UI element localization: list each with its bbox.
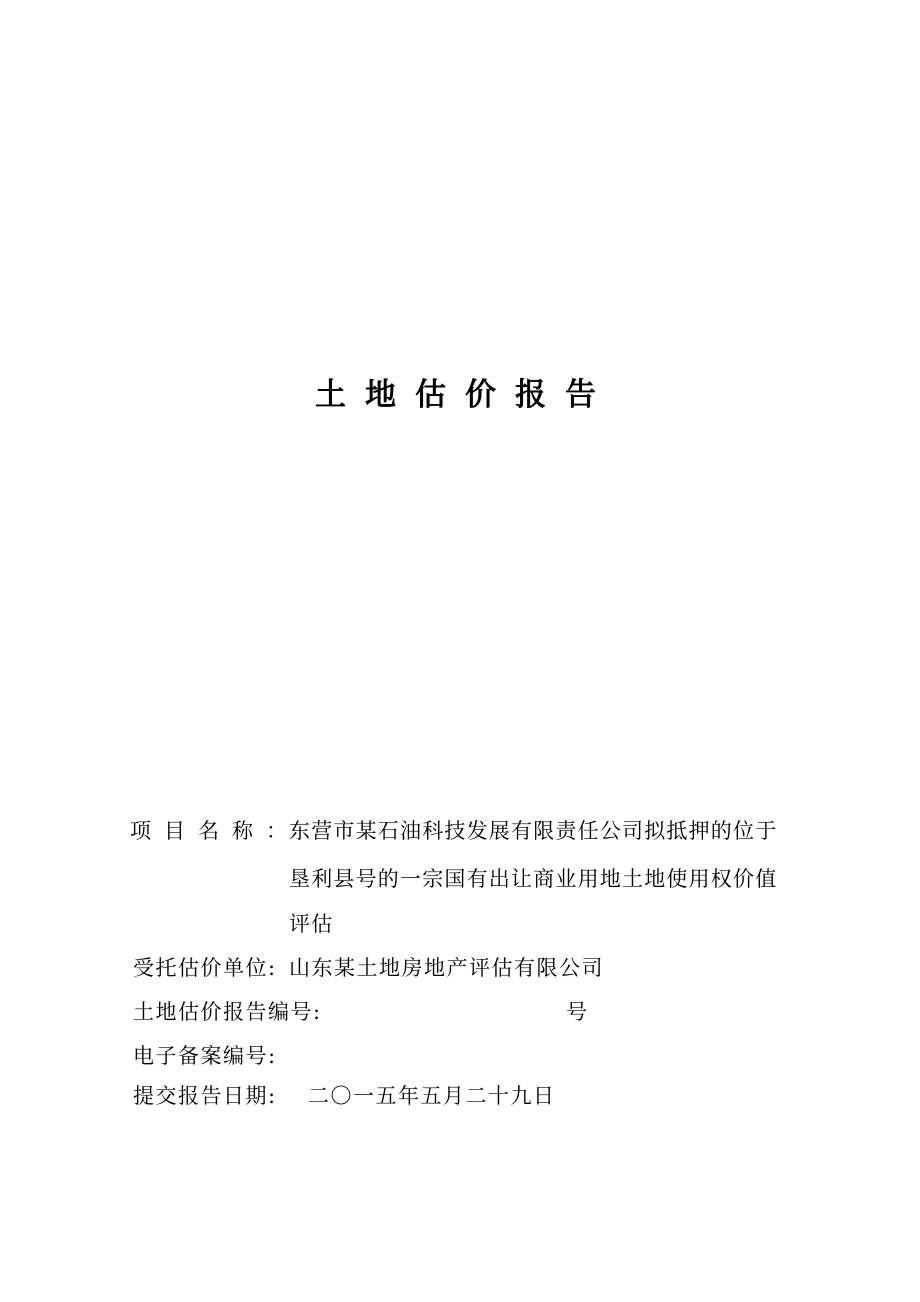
filing-number-label: 电子备案编号: [133,1044,277,1068]
report-title: 土地估价报告 [315,377,615,413]
client-value: 山东某土地房地产评估有限公司 [289,956,604,980]
project-name-label: 项目名称： [130,819,300,843]
submit-date-label: 提交报告日期: [133,1084,277,1108]
project-name-line-1: 东营市某石油科技发展有限责任公司拟抵押的位于 [289,819,778,843]
report-number-label: 土地估价报告编号: [133,1000,322,1024]
report-number-suffix: 号 [566,1000,587,1024]
project-name-line-2: 垦利县号的一宗国有出让商业用地土地使用权价值 [289,867,778,891]
project-name-line-3: 评估 [289,912,334,936]
client-label: 受托估价单位: [133,956,277,980]
submit-date-value: 二〇一五年五月二十九日 [308,1084,556,1108]
